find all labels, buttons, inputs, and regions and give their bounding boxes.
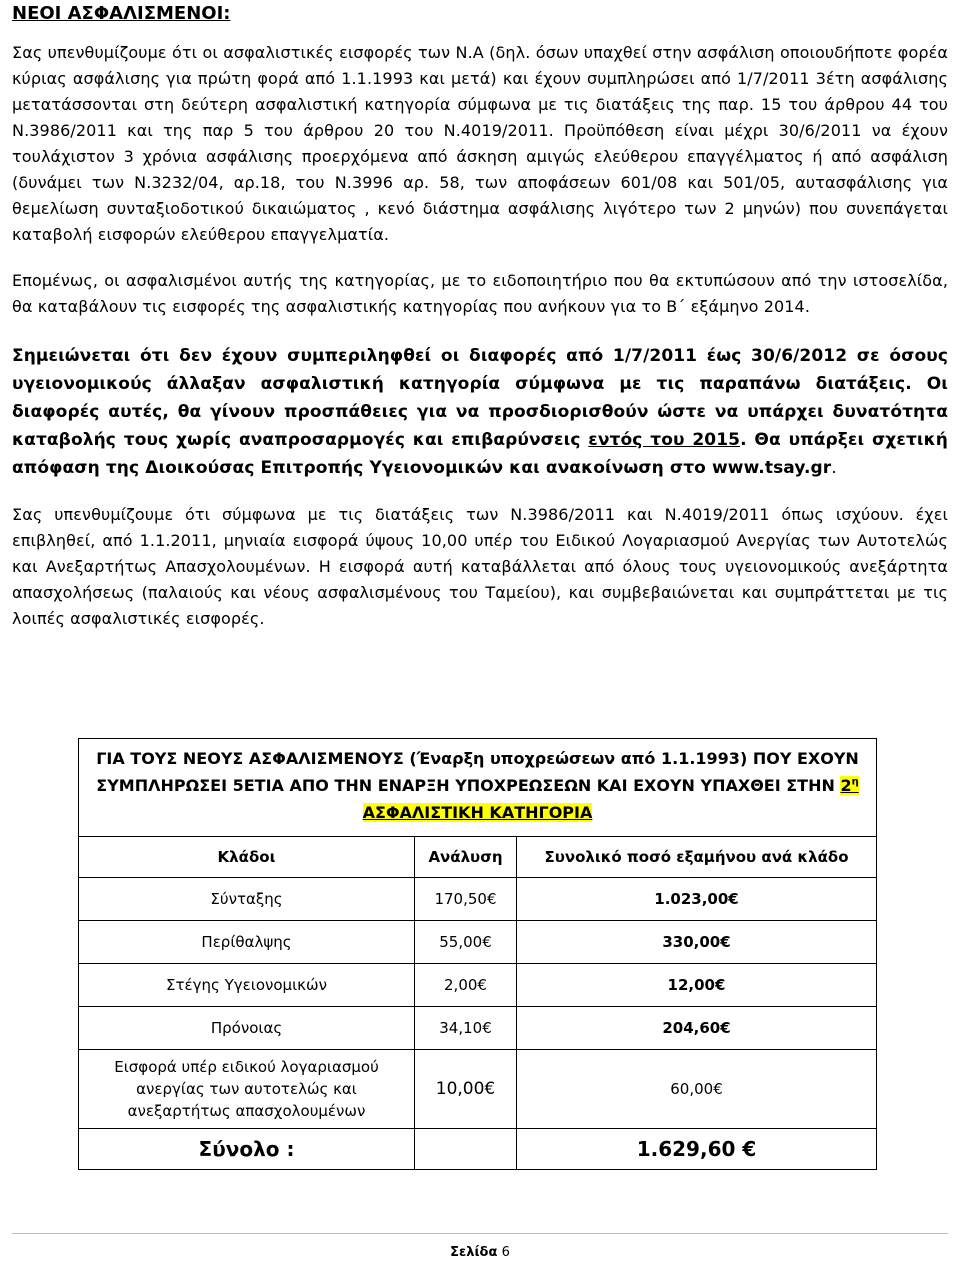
note-text-part1: Σημειώνεται ότι δεν έχουν συμπεριληφθεί οι διαφορές από 1/7/2011 έως 30/6/2012 σε όσους υγειονομικούς άλλαξαν ασφαλιστική κατηγορία σύμφωνα με τις παραπάνω διατάξεις. Οι διαφορές αυτές, θα γίνουν προσπάθειες για να προσδιορισθούν ώστε να υπάρχει δυνατότητα καταβολής τους χωρίς αναπροσαρμογές και επιβαρύνσεις	[12, 346, 948, 450]
row-analysis: 2,00€	[415, 964, 517, 1007]
table-row	[79, 1007, 877, 1050]
total-value: 1.629,60 €	[517, 1129, 877, 1170]
euro-sign: €	[720, 1019, 731, 1037]
page-footer	[0, 1233, 960, 1263]
page-number	[0, 1245, 960, 1260]
column-header-branch: Κλάδοι	[79, 837, 415, 878]
row-total: 12,00€	[517, 964, 877, 1007]
note-deadline-underlined: εντός του 2015	[588, 430, 741, 450]
table-total-row	[79, 1129, 877, 1170]
column-header-total: Συνολικό ποσό εξαμήνου ανά κλάδο	[517, 837, 877, 878]
table-row	[79, 1050, 877, 1129]
euro-sign: €	[742, 1137, 757, 1161]
euro-sign: €	[482, 1019, 492, 1037]
euro-sign: €	[486, 890, 497, 908]
paragraph-reminder-contributions: Σας υπενθυμίζουμε ότι οι ασφαλιστικές εισφορές των Ν.Α (δηλ. όσων υπαχθεί στην ασφάλιση οποιουδήποτε φορέα κύριας ασφάλισης για πρώτη φορά από 1.1.1993 και μετά) και έχουν συμπληρώσει από 1/7/2011 3έτη ασφάλισης μετατάσσονται στη δεύτερη ασφαλιστική κατηγορία σύμφωνα με τις διατάξεις της παρ. 15 του άρθρου 44 του Ν.3986/2011 και της παρ 5 του άρθρου 20 του Ν.4019/2011. Προϋπόθεση είναι μέχρι 30/6/2011 να έχουν τουλάχιστον 3 χρόνια ασφάλισης προερχόμενα από άσκηση αμιγώς ελεύθερου επαγγέλματος ή από ασφάλιση (δυνάμει των Ν.3232/04, αρ.18, του Ν.3996 αρ. 58, των αποφάσεων 601/08 και 501/05, αυτασφάλισης για θεμελίωση συνταξιοδοτικού δικαιώματος , κενό διάστημα ασφάλισης λιγότερο των 2 μηνών) που συνεπάγεται καταβολή εισφορών ελεύθερου επαγγελματία.	[12, 43, 948, 244]
document-page	[12, 0, 948, 632]
table-header-text: ΓΙΑ ΤΟΥΣ ΝΕΟΥΣ ΑΣΦΑΛΙΣΜΕΝΟΥΣ (Έναρξη υποχρεώσεων από 1.1.1993) ΠΟΥ ΕΧΟΥΝ ΣΥΜΠΛΗΡΩΣΕΙ 5ΕΤΙΑ ΑΠΟ ΤΗΝ ΕΝΑΡΞΗ ΥΠΟΧΡΕΩΣΕΩΝ ΚΑΙ ΕΧΟΥΝ ΥΠΑΧΘΕΙ ΣΤΗΝ	[96, 749, 859, 795]
page-label: Σελίδα	[450, 1245, 498, 1260]
row-branch: Πρόνοιας	[79, 1007, 415, 1050]
row-total: 1.023,00€	[517, 878, 877, 921]
table-header	[79, 739, 877, 837]
row-analysis: 10,00€	[415, 1050, 517, 1129]
row-analysis: 55,00€	[415, 921, 517, 964]
table-header-superscript: η	[851, 776, 859, 788]
row-total: 60,00€	[517, 1050, 877, 1129]
column-header-analysis: Ανάλυση	[415, 837, 517, 878]
paragraph-unemployment-contribution: Σας υπενθυμίζουμε ότι σύμφωνα με τις διατάξεις των Ν.3986/2011 και Ν.4019/2011 όπως ισχύουν. έχει επιβληθεί, από 1.1.2011, μηνιαία εισφορά ύψους 10,00 υπέρ του Ειδικού Λογαριασμού Ανεργίας των Αυτοτελώς και Ανεξαρτήτως Απασχολουμένων. Η εισφορά αυτή καταβάλλεται από όλους τους υγειονομικούς ανεξάρτητα απασχολήσεως (παλαιούς και νέους ασφαλισμένους του Ταμείου), και συμβεβαιώνεται και συμπράττεται με τις λοιπές ασφαλιστικές εισφορές.	[12, 505, 948, 628]
page-number-value: 6	[501, 1245, 510, 1260]
section-heading: ΝΕΟΙ ΑΣΦΑΛΙΣΜΕΝΟΙ:	[12, 3, 231, 24]
table-row	[79, 964, 877, 1007]
note-text-part2: . Θα υπάρξει σχετική απόφαση της Διοικούσας Επιτροπής Υγειονομικών και ανακοίνωση στο www.tsay.gr	[12, 430, 948, 478]
table-header-number: 2	[840, 776, 852, 795]
table-column-headers	[79, 837, 877, 878]
row-total: 330,00€	[517, 921, 877, 964]
total-empty-cell	[415, 1129, 517, 1170]
table-row	[79, 878, 877, 921]
euro-sign: €	[713, 1080, 723, 1098]
euro-sign: €	[477, 976, 487, 994]
contributions-table	[78, 738, 877, 1170]
euro-sign: €	[715, 976, 726, 994]
euro-sign: €	[482, 933, 492, 951]
paragraph-consequently: Επομένως, οι ασφαλισμένοι αυτής της κατηγορίας, με το ειδοποιητήριο που θα εκτυπώσουν από την ιστοσελίδα, θα καταβάλουν τις εισφορές της ασφαλιστικής κατηγορίας που ανήκουν για το Β΄ εξάμηνο 2014.	[12, 271, 948, 316]
row-total: 204,60€	[517, 1007, 877, 1050]
row-branch: Σύνταξης	[79, 878, 415, 921]
row-analysis: 34,10€	[415, 1007, 517, 1050]
row-branch: Περίθαλψης	[79, 921, 415, 964]
row-analysis: 170,50€	[415, 878, 517, 921]
note-text-end: .	[831, 458, 837, 478]
footer-divider	[12, 1233, 948, 1234]
total-label: Σύνολο :	[79, 1129, 415, 1170]
euro-sign: €	[484, 1079, 496, 1099]
table-header-category: ΑΣΦΑΛΙΣΤΙΚΗ ΚΑΤΗΓΟΡΙΑ	[362, 803, 593, 822]
paragraph-note-differences	[12, 342, 948, 482]
euro-sign: €	[720, 933, 731, 951]
row-branch: Εισφορά υπέρ ειδικού λογαριασμού ανεργίας των αυτοτελώς και ανεξαρτήτως απασχολουμένων	[79, 1050, 415, 1129]
row-branch: Στέγης Υγειονομικών	[79, 964, 415, 1007]
euro-sign: €	[728, 890, 739, 908]
table-row	[79, 921, 877, 964]
